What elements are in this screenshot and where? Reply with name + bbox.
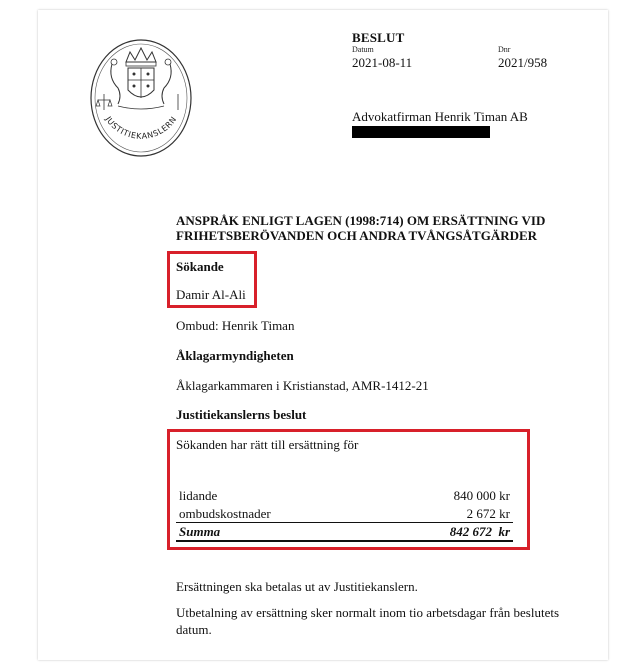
dnr-value: 2021/958 [498, 55, 548, 70]
document-page [38, 10, 608, 660]
row-amount-lidande: 840 000 kr [453, 488, 510, 503]
recipient-name: Advokatfirman Henrik Timan AB [352, 109, 528, 124]
datum-label: Datum [352, 45, 374, 54]
total-amount: 842 672 kr [449, 524, 510, 539]
beslut-heading: Justitiekanslerns beslut [176, 407, 307, 422]
beslut-intro: Sökanden har rätt till ersättning för [176, 437, 359, 452]
svg-text:JUSTITIEKANSLERN: JUSTITIEKANSLERN [103, 114, 179, 141]
row-label-ombudskostnader: ombudskostnader [179, 506, 271, 521]
row-amount-ombudskostnader: 2 672 kr [466, 506, 510, 521]
datum-value: 2021-08-11 [352, 55, 413, 70]
aklagare-value: Åklagarkammaren i Kristianstad, AMR-1412-21 [176, 378, 429, 393]
dnr-label: Dnr [498, 45, 511, 54]
document-type: BESLUT [352, 30, 405, 45]
redacted-address [352, 126, 490, 138]
sokande-heading: Sökande [176, 259, 224, 274]
total-label: Summa [179, 524, 221, 539]
sokande-name: Damir Al-Ali [176, 287, 246, 302]
page-title: ANSPRÅK ENLIGT LAGEN (1998:714) OM ERSÄTTNING VID FRIHETSBERÖVANDEN OCH ANDRA TVÅNGSÅTGÄRDER [176, 213, 546, 243]
total-rule [176, 540, 513, 542]
justitiekanslern-seal-logo [88, 38, 194, 162]
row-label-lidande: lidande [179, 488, 218, 503]
payment-line-1: Ersättningen ska betalas ut av Justitiekanslern. [176, 579, 418, 594]
ombud-text: Ombud: Henrik Timan [176, 318, 295, 333]
payment-line-2: Utbetalning av ersättning sker normalt inom tio arbetsdagar från beslutets datum. [176, 605, 560, 637]
aklagare-heading: Åklagarmyndigheten [176, 348, 294, 363]
table-rule [176, 522, 513, 523]
